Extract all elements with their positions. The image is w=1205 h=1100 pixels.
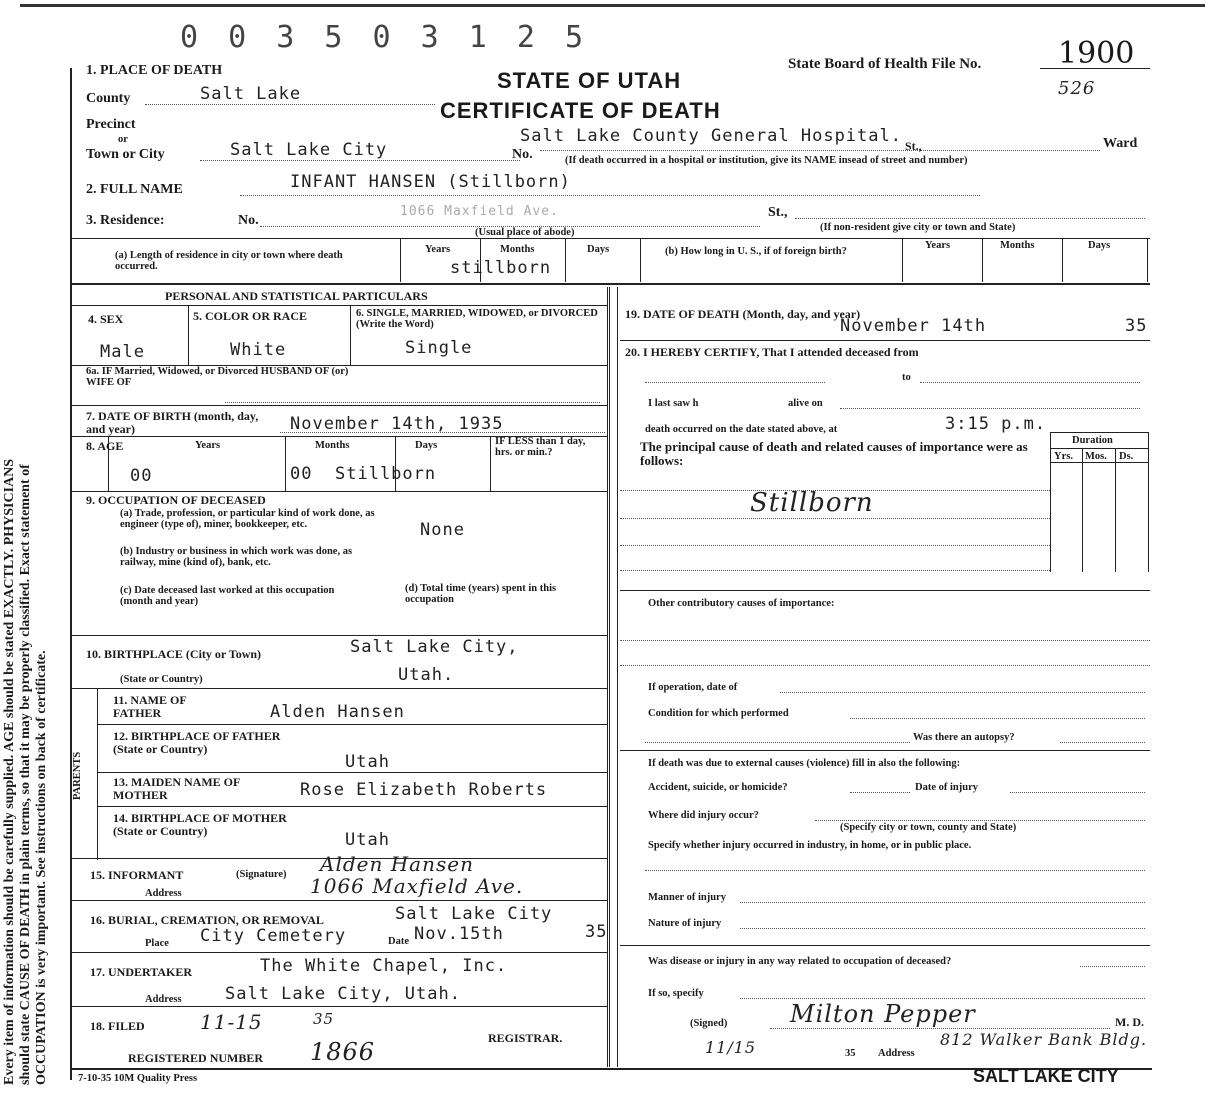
town-value: Salt Lake City [230,140,388,160]
burial-date-value: Nov.15th [414,924,504,944]
informant-address: 1066 Maxfield Ave. [310,874,524,898]
age-label: 8. AGE [86,439,124,453]
father-name-value: Alden Hansen [270,702,405,722]
file-sub-number: 526 [1058,78,1096,99]
burial-city: Salt Lake City [395,904,553,924]
title-state: STATE OF UTAH [497,68,682,93]
duration-days-label: Ds. [1119,451,1134,462]
occupation-a-label: (a) Trade, profession, or particular kind of work done, as engineer (type of), miner, bookkeeper, etc. [120,508,375,531]
occupation-label: 9. OCCUPATION OF DECEASED [86,493,266,507]
undertaker-address: Salt Lake City, Utah. [225,984,461,1004]
length-residence-label: (a) Length of residence in city or town where death occurred. [115,250,343,273]
personal-header: PERSONAL AND STATISTICAL PARTICULARS [165,289,428,303]
if-so-label: If so, specify [648,988,704,999]
physician-signature: Milton Pepper [790,1000,976,1028]
father-birthplace-value: Utah [345,752,390,772]
occupation-c-label: (c) Date deceased last worked at this occupation (month and year) [120,585,335,608]
operation-label: If operation, date of [648,682,738,693]
physician-address: 812 Walker Bank Bldg. [940,1030,1148,1049]
informant-label: 15. INFORMANT [90,868,184,882]
death-occurred-label: death occurred on the date stated above, at [645,424,838,435]
autopsy-label: Was there an autopsy? [913,732,1015,743]
precinct-label: Precinct [86,117,136,132]
burial-year: 35 [585,922,608,942]
injury-date-label: Date of injury [915,782,978,793]
age-months-value: 00 [290,464,313,484]
contributory-label: Other contributory causes of importance: [648,598,835,609]
father-name-label: 11. NAME OF FATHER [113,693,187,720]
date-of-death-label: 19. DATE OF DEATH (Month, day, and year) [625,307,861,321]
side-note-line2: should state CAUSE OF DEATH in plain terms, so that it may be properly classified. Exact statement of [18,464,33,1085]
single-value: Single [405,338,473,358]
length-value: stillborn [450,258,552,278]
cause-value: Stillborn [750,488,874,518]
duration-years-label: Yrs. [1054,451,1073,462]
color-label: 5. COLOR OR RACE [193,309,308,323]
residence-no-label: No. [238,213,259,228]
ward-label: Ward [1103,136,1138,151]
filed-label: 18. FILED [90,1019,145,1033]
certify-label: 20. I HEREBY CERTIFY, That I attended deceased from [625,345,919,359]
burial-place-label: Place [145,938,169,949]
no-label: No. [512,147,533,162]
specify-where-label: Specify whether injury occurred in industry, in home, or in public place. [648,840,972,851]
residence-value: 1066 Maxfield Ave. [400,204,559,219]
registrar-label: REGISTRAR. [488,1031,563,1045]
sign-date: 11/15 [705,1038,757,1057]
condition-label: Condition for which performed [648,708,789,719]
months-label: Months [500,244,535,255]
filed-value: 11-15 [200,1010,263,1034]
place-of-death-label: 1. PLACE OF DEATH [86,63,223,78]
or-label: or [118,134,128,145]
us-days-label: Days [1088,240,1111,251]
duration-months-label: Mos. [1085,451,1107,462]
undertaker-address-label: Address [145,994,182,1005]
physician-address-label: Address [878,1048,915,1059]
filed-year: 35 [313,1010,335,1028]
dob-value: November 14th, 1935 [290,414,504,434]
burial-label: 16. BURIAL, CREMATION, OR REMOVAL [90,913,324,927]
us-years-label: Years [925,240,951,251]
age-months-label: Months [315,440,350,451]
usual-abode-note: (Usual place of abode) [475,227,575,238]
spouse-label: 6a. IF Married, Widowed, or Divorced HUSBAND OF (or) WIFE OF [86,366,349,389]
mother-name-value: Rose Elizabeth Roberts [300,780,548,800]
cause-label: The principal cause of death and related causes of importance were as follows: [640,439,1028,468]
mother-name-label: 13. MAIDEN NAME OF MOTHER [113,775,240,802]
md-label: M. D. [1115,1015,1144,1029]
occupation-value: None [420,520,465,540]
date-of-death-value: November 14th [840,316,987,336]
registered-number: 1866 [310,1038,376,1066]
informant-address-label: Address [145,888,182,899]
age-days-value: Stillborn [335,464,437,484]
duration-label: Duration [1072,435,1113,446]
accident-label: Accident, suicide, or homicide? [648,782,788,793]
single-label: 6. SINGLE, MARRIED, WIDOWED, or DIVORCED (Write the Word) [356,308,598,331]
informant-signature: Alden Hansen [320,852,474,876]
age-days-label: Days [415,440,438,451]
specify-city-note: (Specify city or town, county and State) [840,822,1017,833]
signed-label: (Signed) [690,1018,728,1029]
birthplace-label: 10. BIRTHPLACE (City or Town) [86,647,262,661]
where-injury-label: Where did injury occur? [648,810,759,821]
birthplace-state: Utah. [398,665,455,685]
manner-label: Manner of injury [648,892,726,903]
undertaker-value: The White Chapel, Inc. [260,956,508,976]
occupation-b-label: (b) Industry or business in which work was done, as railway, mine (kind of), bank, etc. [120,546,353,569]
death-time: 3:15 p.m. [945,414,1047,434]
file-number: 1900 [1058,36,1135,71]
town-label: Town or City [86,147,165,162]
registered-number-label: REGISTERED NUMBER [128,1051,264,1065]
mother-birthplace-label: 14. BIRTHPLACE OF MOTHER (State or Country) [113,811,287,838]
hospital-note: (If death occurred in a hospital or institution, give its NAME insead of street and number) [565,155,968,166]
printer-note: 7-10-35 10M Quality Press [78,1073,198,1084]
undertaker-label: 17. UNDERTAKER [90,965,193,979]
sign-year: 35 [845,1048,856,1059]
title-certificate: CERTIFICATE OF DEATH [440,98,721,123]
side-note-line1: Every item of information should be carefully supplied. AGE should be stated EXACTLY. PHYSICIANS [2,458,17,1085]
us-months-label: Months [1000,240,1035,251]
signature-label: (Signature) [236,869,287,880]
parents-label: PARENTS [72,751,83,800]
age-years-label: Years [195,440,221,451]
footer-city: SALT LAKE CITY [973,1066,1119,1086]
certify-to-label: to [902,372,911,383]
occupation-related-label: Was disease or injury in any way related to occupation of deceased? [648,956,952,967]
burial-place-value: City Cemetery [200,926,347,946]
county-label: County [86,91,131,106]
occupation-d-label: (d) Total time (years) spent in this occupation [405,583,557,606]
less-label: IF LESS than 1 day, hrs. or min.? [495,436,586,459]
father-birthplace-label: 12. BIRTHPLACE OF FATHER (State or Country) [113,729,281,756]
st-label: St., [905,139,922,153]
external-causes-label: If death was due to external causes (violence) fill in also the following: [648,758,961,769]
residence-st-label: St., [768,205,788,220]
residence-label: 3. Residence: [86,213,165,228]
foreign-birth-label: (b) How long in U. S., if of foreign birth? [665,246,847,257]
dob-label: 7. DATE OF BIRTH (month, day, and year) [86,409,259,436]
birthplace-state-label: (State or Country) [120,674,203,685]
alive-on-label: alive on [788,398,823,409]
county-value: Salt Lake [200,84,302,104]
nature-label: Nature of injury [648,918,722,929]
days-label: Days [587,244,610,255]
side-instructions [2,459,50,1085]
mother-birthplace-value: Utah [345,830,390,850]
full-name-value: INFANT HANSEN (Stillborn) [290,172,571,192]
date-of-death-year: 35 [1125,316,1148,336]
years-label: Years [425,244,451,255]
burial-date-label: Date [388,936,409,947]
file-no-label: State Board of Health File No. [788,56,982,72]
hospital-value: Salt Lake County General Hospital. [520,126,902,146]
nonresident-note: (If non-resident give city or town and State) [820,222,1016,233]
full-name-label: 2. FULL NAME [86,182,183,197]
birthplace-city: Salt Lake City, [350,637,519,657]
sex-label: 4. SEX [88,312,124,326]
color-value: White [230,340,287,360]
serial-number: 0 0 3 5 0 3 1 2 5 [180,20,590,55]
last-saw-label: I last saw h [648,398,699,409]
age-years-value: 00 [130,466,153,486]
side-note-line3: OCCUPATION is very important. See instructions on back of certificate. [34,650,49,1085]
sex-value: Male [100,342,145,362]
